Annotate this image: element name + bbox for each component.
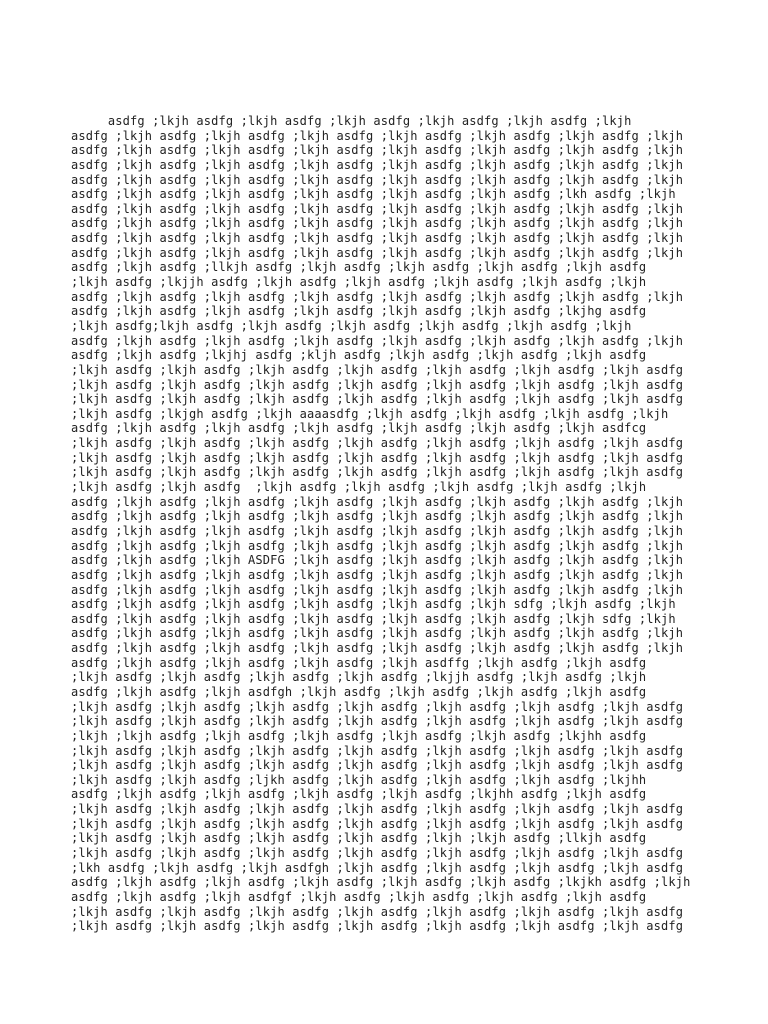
text-line: asdfg ;lkjh asdfg ;lkjh asdfg ;lkjh asdfg ;lkjh asdfg ;lkjh asdfg ;lkjh asdfg ;lkjh [71,582,684,597]
text-line: asdfg ;lkjh asdfg ;lkjh asdfg ;lkjh asdfg ;lkjh asdfg ;lkjh asdfg ;lkjkh asdfg ;lkjh [71,875,691,890]
text-line: asdfg ;lkjh asdfg ;lkjh asdfg ;lkjh asdfg ;lkjh asdfg ;lkjh asdfg ;lkjh asdfg ;lkjh [71,216,684,231]
text-line: ;lkjh ;lkjh asdfg ;lkjh asdfg ;lkjh asdfg ;lkjh asdfg ;lkjh asdfg ;lkjhh asdfg [71,728,647,743]
text-line: asdfg ;lkjh asdfg ;lkjh asdfg ;lkjh asdfg ;lkjh asdfg ;lkjh asdfg ;lkjh asdfg ;lkjh [71,172,684,187]
text-line: asdfg ;lkjh asdfg ;lkjh asdfg ;lkjh asdfg ;lkjh asdfg ;lkjh asdfg ;lkjh asdfg ;lkjh [71,201,684,216]
text-line: asdfg ;lkjh asdfg ;lkjh asdfg ;lkjh asdfg ;lkjh asdfg ;lkjh asdfg ;lkjh asdfg ;lkjh [71,641,684,656]
text-line: asdfg ;lkjh asdfg ;lkjh asdfg ;lkjh asdfg ;lkjh asdfg ;lkjh asdfg ;lkjh asdfg ;lkjh [71,333,684,348]
text-line: ;lkh asdfg ;lkjh asdfg ;lkjh asdfgh ;lkjh asdfg ;lkjh asdfg ;lkjh asdfg ;lkjh asdfg [71,860,684,875]
text-line: asdfg ;lkjh asdfg ;lkjh asdfgh ;lkjh asdfg ;lkjh asdfg ;lkjh asdfg ;lkjh asdfg [71,684,647,699]
typing-practice-text [71,114,690,934]
text-line: ;lkjh asdfg ;lkjh asdfg ;lkjh asdfg ;lkjh asdfg ;lkjh asdfg ;lkjh asdfg ;lkjh asdfg [71,450,684,465]
text-line: ;lkjh asdfg ;lkjh asdfg ;lkjh asdfg ;lkjh asdfg ;lkjh asdfg ;lkjh asdfg ;lkjh asdfg [71,714,684,729]
text-line: asdfg ;lkjh asdfg ;lkjh ASDFG ;lkjh asdfg ;lkjh asdfg ;lkjh asdfg ;lkjh asdfg ;lkjh [71,553,684,568]
text-line: ;lkjh asdfg ;lkjh asdfg ;lkjh asdfg ;lkjh asdfg ;lkjh asdfg ;lkjh asdfg ;lkjh [71,480,647,495]
text-line: asdfg ;lkjh asdfg ;lkjh asdfg ;lkjh asdfg ;lkjh asdfg ;lkjh asdfg ;lkjh asdfg ;lkjh [71,289,684,304]
text-line: ;lkjh asdfg ;lkjh asdfg ;lkjh asdfg ;lkjh asdfg ;lkjh asdfg ;lkjh asdfg ;lkjh asdfg [71,392,684,407]
text-line: ;lkjh asdfg ;lkjgh asdfg ;lkjh aaaasdfg ;lkjh asdfg ;lkjh asdfg ;lkjh asdfg ;lkjh [71,406,669,421]
text-line: asdfg ;lkjh asdfg ;lkjh asdfg ;lkjh asdfg ;lkjh asdfg ;lkjh asdfg ;lkjh asdfg ;lkjh [71,509,684,524]
text-line: ;lkjh asdfg ;lkjh asdfg ;lkjh asdfg ;lkjh asdfg ;lkjh asdfg ;lkjh asdfg ;lkjh asdfg [71,919,684,934]
text-line: asdfg ;lkjh asdfg ;lkjh asdfg ;lkjh asdfg ;lkjh asdfg ;lkjh asdfg ;lkjh [71,114,632,128]
text-line: ;lkjh asdfg ;lkjh asdfg ;lkjh asdfg ;lkjh asdfg ;lkjh asdfg ;lkjh asdfg ;lkjh asdfg [71,377,684,392]
text-line: ;lkjh asdfg ;lkjjh asdfg ;lkjh asdfg ;lkjh asdfg ;lkjh asdfg ;lkjh asdfg ;lkjh [71,275,647,290]
text-line: ;lkjh asdfg ;lkjh asdfg ;lkjh asdfg ;lkjh asdfg ;lkjh asdfg ;lkjh asdfg ;lkjh asdfg [71,436,684,451]
text-line: asdfg ;lkjh asdfg ;lkjh asdfg ;lkjh asdfg ;lkjh asdfg ;lkjh asdfg ;lkjhg asdfg [71,304,647,319]
text-line: asdfg ;lkjh asdfg ;lkjh asdfgf ;lkjh asdfg ;lkjh asdfg ;lkjh asdfg ;lkjh asdfg [71,889,647,904]
text-line: asdfg ;lkjh asdfg ;lkjh asdfg ;lkjh asdfg ;lkjh asdfg ;lkjh asdfg ;lkjh asdfg ;lkjh [71,626,684,641]
text-line: ;lkjh asdfg ;lkjh asdfg ;lkjh asdfg ;lkjh asdfg ;lkjh asdfg ;lkjh asdfg ;lkjh asdfg [71,802,684,817]
text-line: ;lkjh asdfg;lkjh asdfg ;lkjh asdfg ;lkjh asdfg ;lkjh asdfg ;lkjh asdfg ;lkjh [71,318,632,333]
text-line: asdfg ;lkjh asdfg ;lkjhj asdfg ;klјh asdfg ;lkjh asdfg ;lkjh asdfg ;lkjh asdfg [71,348,647,363]
text-line: asdfg ;lkjh asdfg ;lkjh asdfg ;lkjh asdfg ;lkjh asdfg ;lkjh asdfg ;lkjh asdfg ;lkjh [71,143,684,158]
text-line: asdfg ;lkjh asdfg ;lkjh asdfg ;lkjh asdfg ;lkjh asdfg ;lkjh asdfg ;lkh asdfg ;lkjh [71,187,676,202]
text-line: asdfg ;lkjh asdfg ;lkjh asdfg ;lkjh asdfg ;lkjh asdfg ;lkjh asdfg ;lkjh asdfg ;lkjh [71,538,684,553]
text-line: asdfg ;lkjh asdfg ;lkjh asdfg ;lkjh asdfg ;lkjh asdfg ;lkjh asdfg ;lkjh asdfg ;lkjh [71,523,684,538]
text-line: asdfg ;lkjh asdfg ;lkjh asdfg ;lkjh asdfg ;lkjh asdfg ;lkjh asdfg ;lkjh sdfg ;lkjh [71,611,676,626]
text-line: asdfg ;lkjh asdfg ;lkjh asdfg ;lkjh asdfg ;lkjh asdffg ;lkjh asdfg ;lkjh asdfg [71,655,647,670]
text-line: asdfg ;lkjh asdfg ;lkjh asdfg ;lkjh asdfg ;lkjh asdfg ;lkjh asdfg ;lkjh asdfg ;lkjh [71,157,684,172]
text-line: ;lkjh asdfg ;lkjh asdfg ;lkjh asdfg ;lkjh asdfg ;lkjjh asdfg ;lkjh asdfg ;lkjh [71,670,647,685]
text-line: asdfg ;lkjh asdfg ;lkjh asdfg ;lkjh asdfg ;lkjh asdfg ;lkjh asdfg ;lkjh asdfg ;lkjh [71,231,684,246]
text-line: asdfg ;lkjh asdfg ;lkjh asdfg ;lkjh asdfg ;lkjh asdfg ;lkjh asdfg ;lkjh asdfg ;lkjh [71,128,684,143]
text-line: ;lkjh asdfg ;lkjh asdfg ;lkjh asdfg ;lkjh asdfg ;lkjh asdfg ;lkjh asdfg ;lkjh asdfg [71,904,684,919]
text-line: asdfg ;lkjh asdfg ;lkjh asdfg ;lkjh asdfg ;lkjh asdfg ;lkjh sdfg ;lkjh asdfg ;lkjh [71,597,676,612]
text-line: asdfg ;lkjh asdfg ;lkjh asdfg ;lkjh asdfg ;lkjh asdfg ;lkjh asdfg ;lkjh asdfcg [71,421,647,436]
text-line: ;lkjh asdfg ;lkjh asdfg ;lkjh asdfg ;lkjh asdfg ;lkjh asdfg ;lkjh asdfg ;lkjh asdfg [71,743,684,758]
text-line: asdfg ;lkjh asdfg ;lkjh asdfg ;lkjh asdfg ;lkjh asdfg ;lkjh asdfg ;lkjh asdfg ;lkjh [71,567,684,582]
text-line: asdfg ;lkjh asdfg ;lkjh asdfg ;lkjh asdfg ;lkjh asdfg ;lkjhh asdfg ;lkjh asdfg [71,787,647,802]
text-line: ;lkjh asdfg ;lkjh asdfg ;lkjh asdfg ;lkjh asdfg ;lkjh asdfg ;lkjh asdfg ;lkjh asdfg [71,362,684,377]
text-line: ;lkjh asdfg ;lkjh asdfg ;lkjh asdfg ;lkjh asdfg ;lkjh asdfg ;lkjh asdfg ;lkjh asdfg [71,699,684,714]
text-line: asdfg ;lkjh asdfg ;llkjh asdfg ;lkjh asdfg ;lkjh asdfg ;lkjh asdfg ;lkjh asdfg [71,260,647,275]
text-line: ;lkjh asdfg ;lkjh asdfg ;lkjh asdfg ;lkjh asdfg ;lkjh asdfg ;lkjh asdfg ;lkjh asdfg [71,816,684,831]
text-line: ;lkjh asdfg ;lkjh asdfg ;lkjh asdfg ;lkjh asdfg ;lkjh asdfg ;lkjh asdfg ;lkjh asdfg [71,758,684,773]
text-line: ;lkjh asdfg ;lkjh asdfg ;ljkh asdfg ;lkjh asdfg ;lkjh asdfg ;lkjh asdfg ;lkjhh [71,772,647,787]
text-line: ;lkjh asdfg ;lkjh asdfg ;lkjh asdfg ;lkjh asdfg ;lkjh ;lkjh asdfg ;llkjh asdfg [71,831,647,846]
text-line: ;lkjh asdfg ;lkjh asdfg ;lkjh asdfg ;lkjh asdfg ;lkjh asdfg ;lkjh asdfg ;lkjh asdfg [71,465,684,480]
text-line: asdfg ;lkjh asdfg ;lkjh asdfg ;lkjh asdfg ;lkjh asdfg ;lkjh asdfg ;lkjh asdfg ;lkjh [71,245,684,260]
text-line: ;lkjh asdfg ;lkjh asdfg ;lkjh asdfg ;lkjh asdfg ;lkjh asdfg ;lkjh asdfg ;lkjh asdfg [71,846,684,861]
text-line: asdfg ;lkjh asdfg ;lkjh asdfg ;lkjh asdfg ;lkjh asdfg ;lkjh asdfg ;lkjh asdfg ;lkjh [71,494,684,509]
